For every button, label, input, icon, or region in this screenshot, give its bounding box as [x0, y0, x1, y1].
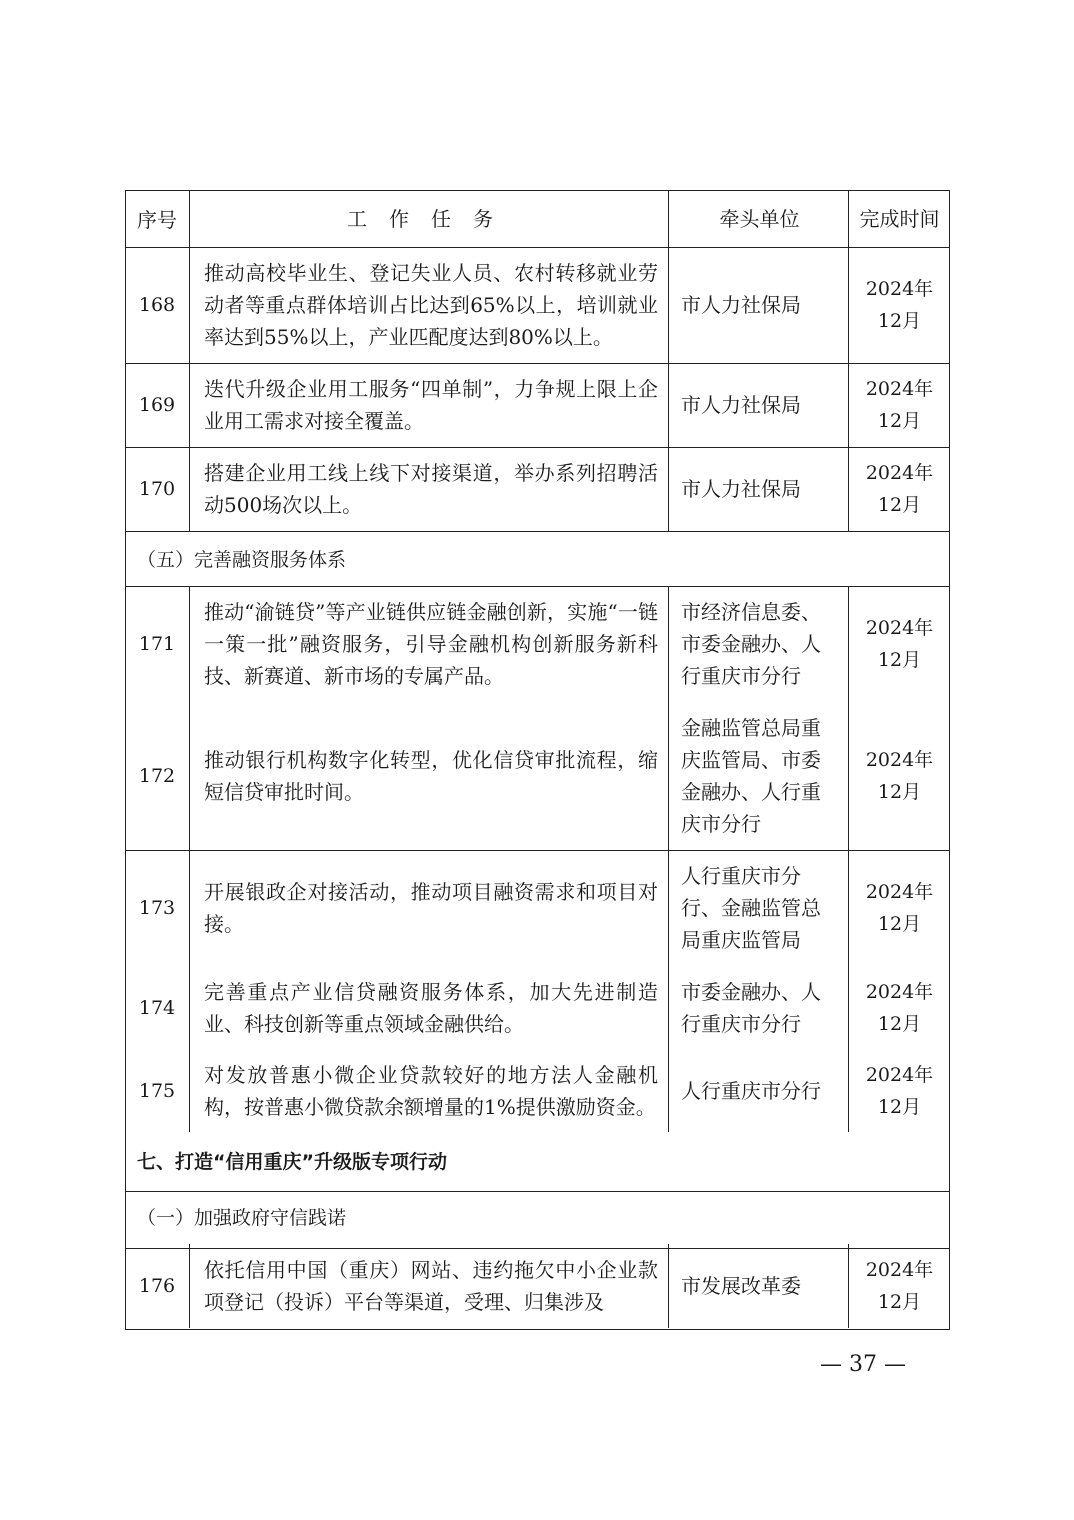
row-no: 170 [138, 478, 176, 500]
row-month: 12月 [877, 410, 922, 432]
table-row [125, 447, 950, 531]
row-year: 2024年 [865, 462, 934, 484]
row-no: 172 [138, 765, 176, 787]
row-year: 2024年 [865, 1259, 934, 1281]
row-unit: 金融监管总局重庆监管局、市委金融办、人行重庆市分行 [668, 702, 848, 850]
row-month: 12月 [877, 1013, 922, 1035]
row-year: 2024年 [865, 278, 934, 300]
row-time [848, 1244, 950, 1328]
header-unit: 牵头单位 [668, 190, 848, 247]
row-month: 12月 [877, 494, 922, 516]
row-unit: 市委金融办、人行重庆市分行 [668, 966, 848, 1050]
row-time [848, 850, 950, 966]
row-unit: 市经济信息委、市委金融办、人行重庆市分行 [668, 586, 848, 702]
row-task: 推动银行机构数字化转型，优化信贷审批流程，缩短信贷审批时间。 [189, 702, 668, 850]
table-header [125, 190, 950, 247]
row-time [848, 447, 950, 531]
section-heading: （五）完善融资服务体系 [137, 549, 347, 571]
row-month: 12月 [877, 1096, 922, 1118]
row-task: 推动“渝链贷”等产业链供应链金融创新，实施“一链一策一批”融资服务，引导金融机构创新服务新科技、新赛道、新市场的专属产品。 [189, 586, 668, 702]
row-month: 12月 [877, 781, 922, 803]
table-row [125, 363, 950, 447]
header-time: 完成时间 [848, 190, 950, 247]
row-year: 2024年 [865, 617, 934, 639]
row-no: 176 [138, 1275, 176, 1297]
page-number [0, 1352, 1074, 1377]
section-heading-major: 七、打造“信用重庆”升级版专项行动 [137, 1151, 447, 1173]
row-task: 依托信用中国（重庆）网站、违约拖欠中小企业款项登记（投诉）平台等渠道，受理、归集涉及 [189, 1244, 668, 1328]
row-unit: 市发展改革委 [668, 1244, 848, 1328]
table-row [125, 1050, 950, 1132]
table-row [125, 586, 950, 702]
row-month: 12月 [877, 1291, 922, 1313]
row-unit: 人行重庆市分行、金融监管总局重庆监管局 [668, 850, 848, 966]
row-year: 2024年 [865, 1064, 934, 1086]
row-time [848, 363, 950, 447]
header-no: 序号 [137, 208, 177, 232]
row-task: 完善重点产业信贷融资服务体系，加大先进制造业、科技创新等重点领域金融供给。 [189, 966, 668, 1050]
table-row [125, 702, 950, 850]
row-month: 12月 [877, 310, 922, 332]
row-time [848, 247, 950, 363]
task-table [125, 190, 950, 1328]
row-task: 开展银政企对接活动，推动项目融资需求和项目对接。 [189, 850, 668, 966]
row-unit: 人行重庆市分行 [668, 1050, 848, 1132]
row-no: 168 [138, 294, 176, 316]
row-no: 175 [138, 1080, 176, 1102]
header-task: 工作任务 [189, 190, 668, 247]
row-month: 12月 [877, 913, 922, 935]
row-task: 对发放普惠小微企业贷款较好的地方法人金融机构，按普惠小微贷款余额增量的1%提供激励资金。 [189, 1050, 668, 1132]
row-time [848, 966, 950, 1050]
table-row [125, 850, 950, 966]
table-row [125, 247, 950, 363]
page-number-text: — 37 — [820, 1352, 906, 1377]
row-time [848, 1050, 950, 1132]
row-no: 173 [138, 897, 176, 919]
row-year: 2024年 [865, 749, 934, 771]
row-year: 2024年 [865, 981, 934, 1003]
row-no: 174 [138, 997, 176, 1019]
row-year: 2024年 [865, 378, 934, 400]
row-no: 171 [138, 633, 176, 655]
table-row [125, 966, 950, 1050]
row-month: 12月 [877, 649, 922, 671]
row-task: 迭代升级企业用工服务“四单制”，力争规上限上企业用工需求对接全覆盖。 [189, 363, 668, 447]
row-time [848, 586, 950, 702]
section-heading: （一）加强政府守信践诺 [137, 1207, 347, 1229]
row-no: 169 [138, 394, 176, 416]
row-task: 搭建企业用工线上线下对接渠道，举办系列招聘活动500场次以上。 [189, 447, 668, 531]
row-task: 推动高校毕业生、登记失业人员、农村转移就业劳动者等重点群体培训占比达到65%以上，培训就业率达到55%以上，产业匹配度达到80%以上。 [189, 247, 668, 363]
row-unit: 市人力社保局 [668, 363, 848, 447]
row-year: 2024年 [865, 881, 934, 903]
row-time [848, 702, 950, 850]
table-row [125, 1244, 950, 1328]
row-unit: 市人力社保局 [668, 247, 848, 363]
row-unit: 市人力社保局 [668, 447, 848, 531]
